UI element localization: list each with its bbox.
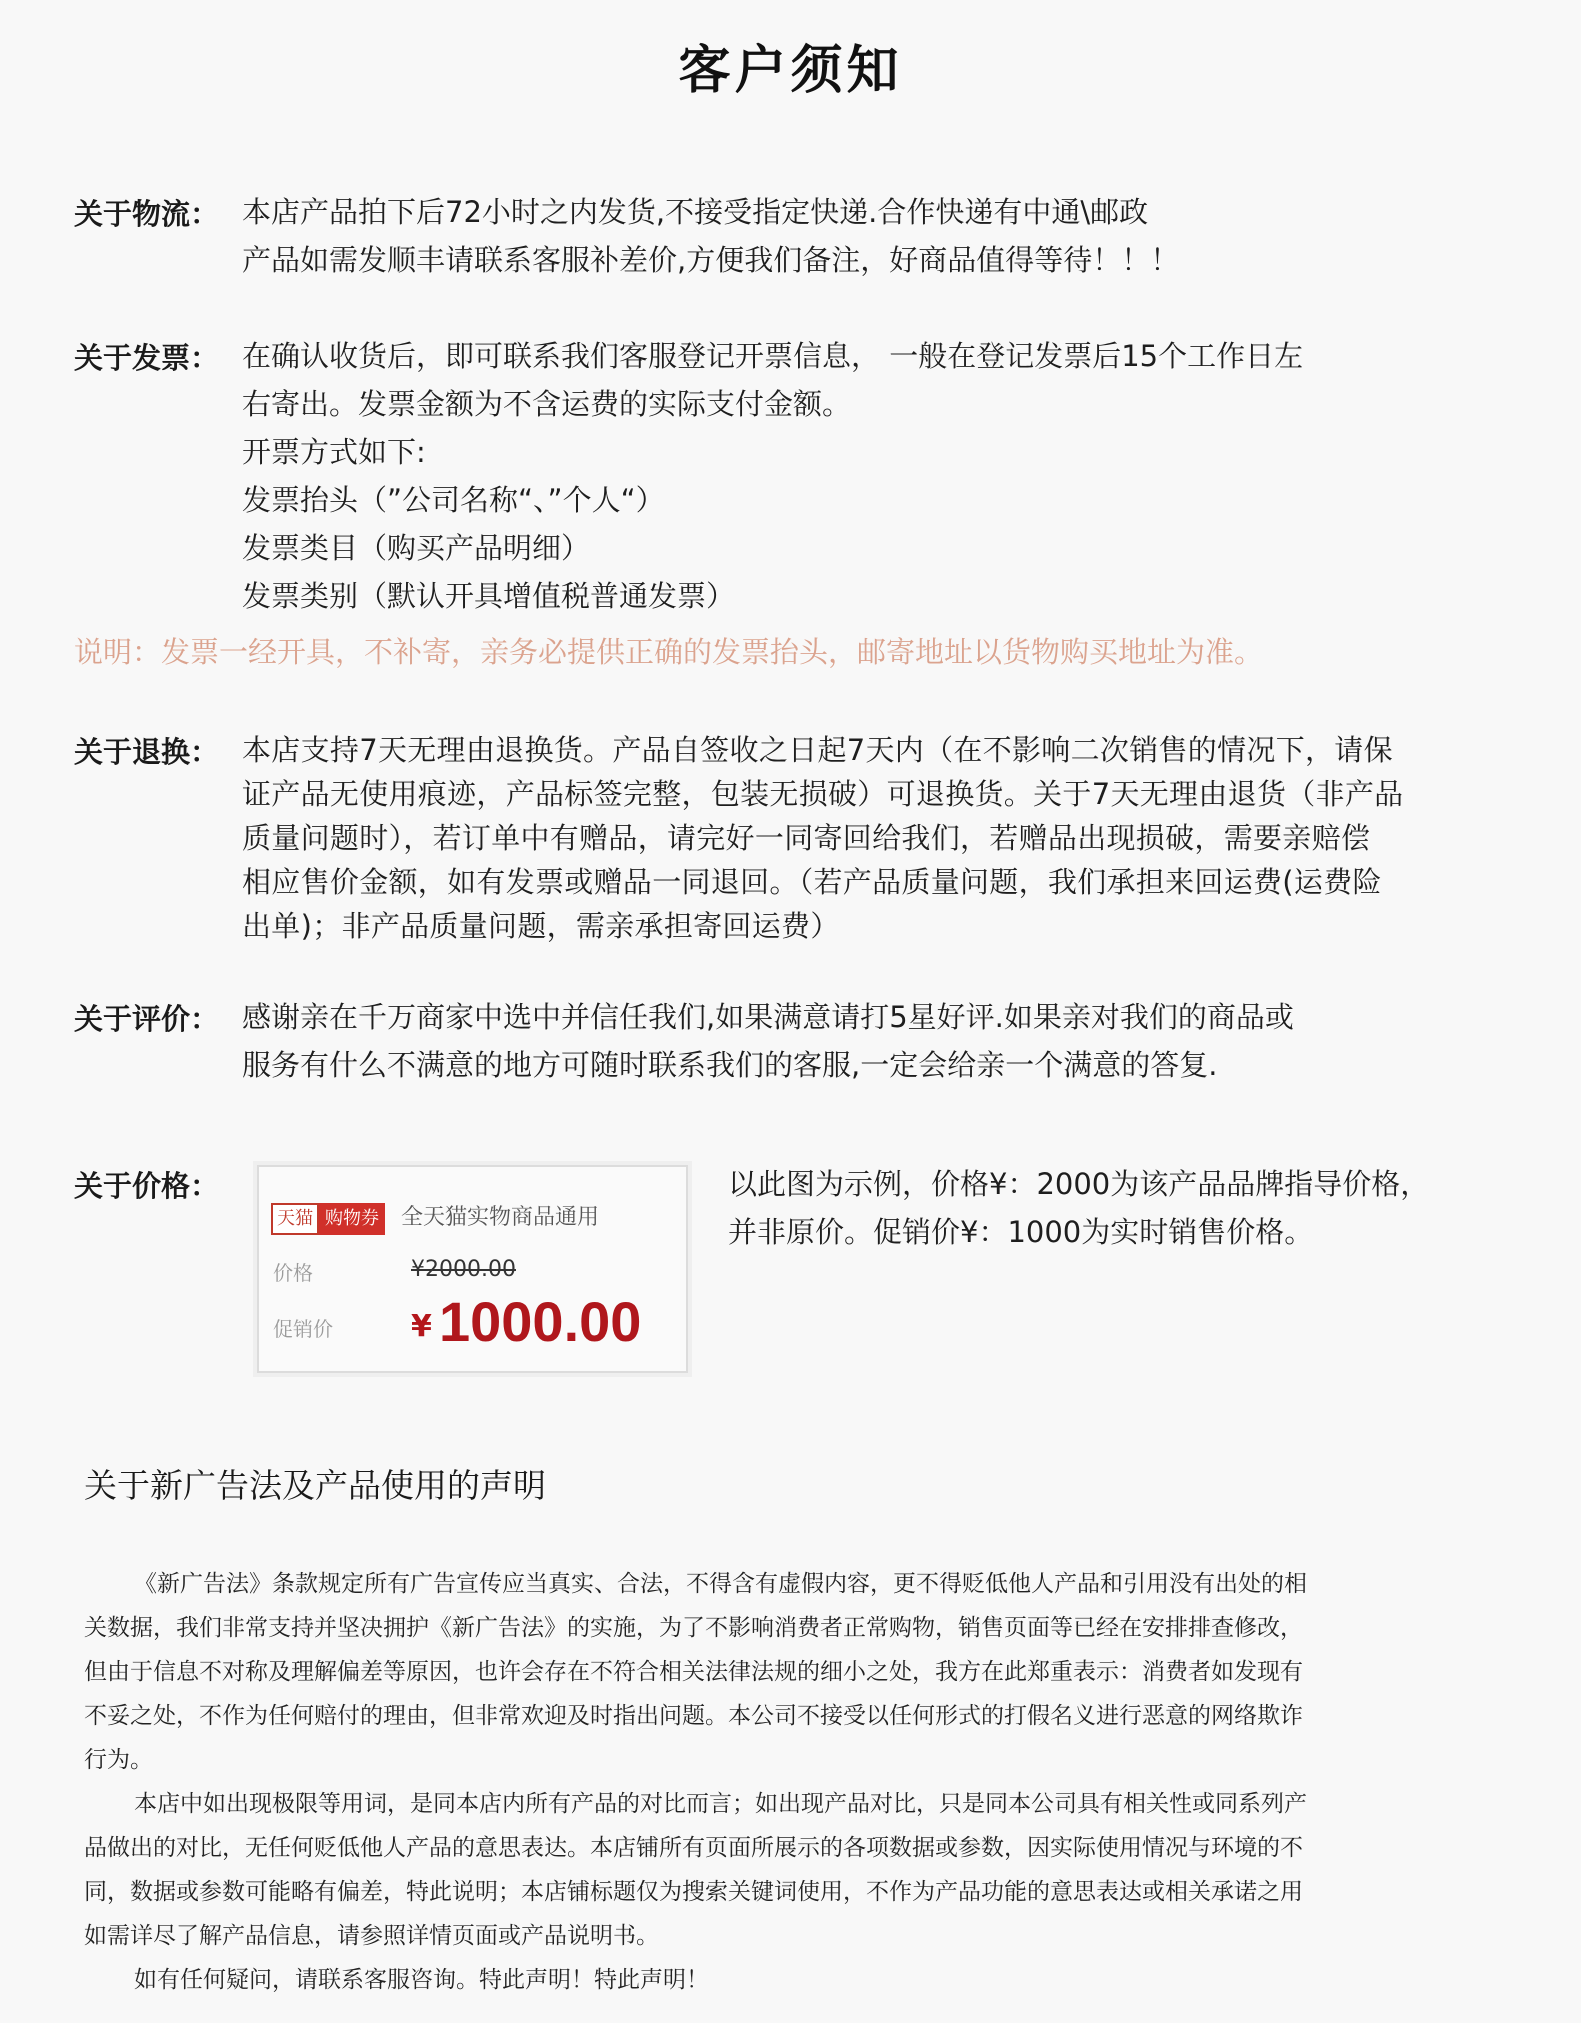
price-explanation [728, 1160, 1429, 1256]
section-label-returns: 关于退换： [74, 735, 220, 769]
text-line: 右寄出。发票金额为不含运费的实际支付金额。 [242, 387, 852, 421]
tmall-tag: 天猫 [271, 1203, 319, 1235]
section-label-invoice: 关于发票： [74, 341, 220, 375]
declaration-line: 不妥之处，不作为任何赔付的理由，但非常欢迎及时指出问题。本公司不接受以任何形式的打假名义进行恶意的网络欺诈 [84, 1703, 1303, 1729]
text-line: 感谢亲在千万商家中选中并信任我们,如果满意请打5星好评.如果亲对我们的商品或 [242, 1000, 1294, 1034]
text-line: 并非原价。促销价¥：1000为实时销售价格。 [728, 1215, 1314, 1249]
section-body-logistics [242, 188, 1581, 284]
declaration-body [84, 1562, 1504, 2002]
text-line: 相应售价金额，如有发票或赠品一同退回。（若产品质量问题，我们承担来回运费(运费险 [242, 865, 1382, 899]
text-line: 发票类别（默认开具增值税普通发票） [242, 579, 736, 613]
coupon-tag: 购物券 [319, 1203, 385, 1235]
text-line: 出单)；非产品质量问题，需亲承担寄回运费） [242, 909, 840, 943]
section-label-price: 关于价格： [74, 1169, 220, 1203]
text-line: 证产品无使用痕迹，产品标签完整，包装无损破）可退换货。关于7天无理由退货（非产品 [242, 777, 1404, 811]
declaration-line: 关数据，我们非常支持并坚决拥护《新广告法》的实施，为了不影响消费者正常购物，销售页面等已经在安排排查修改， [84, 1615, 1303, 1641]
declaration-line: 如有任何疑问，请联系客服咨询。特此声明！特此声明！ [134, 1967, 709, 1993]
text-line: 本店产品拍下后72小时之内发货,不接受指定快递.合作快递有中通\邮政 [242, 195, 1149, 229]
declaration-line: 同，数据或参数可能略有偏差，特此说明；本店铺标题仅为搜索关键词使用，不作为产品功能的意思表达或相关承诺之用 [84, 1879, 1303, 1905]
declaration-line: 但由于信息不对称及理解偏差等原因，也许会存在不符合相关法律法规的细小之处，我方在此郑重表示：消费者如发现有 [84, 1659, 1303, 1685]
declaration-title: 关于新广告法及产品使用的声明 [84, 1466, 546, 1505]
text-line: 开票方式如下: [242, 435, 426, 469]
promo-label: 促销价 [273, 1317, 333, 1341]
section-body-invoice [242, 332, 1581, 620]
price-example-card [257, 1165, 688, 1373]
text-line: 产品如需发顺丰请联系客服补差价,方便我们备注，好商品值得等待！！！ [242, 243, 1180, 277]
declaration-line: 行为。 [84, 1747, 153, 1773]
invoice-note: 说明：发票一经开具，不补寄，亲务必提供正确的发票抬头，邮寄地址以货物购买地址为准。 [74, 635, 1264, 669]
price-tags [271, 1203, 385, 1233]
text-line: 本店支持7天无理由退换货。产品自签收之日起7天内（在不影响二次销售的情况下，请保 [242, 733, 1393, 767]
text-line: 以此图为示例，价格¥：2000为该产品品牌指导价格， [728, 1167, 1430, 1201]
promo-price: 1000.00 [439, 1290, 642, 1353]
page-title: 客户须知 [678, 41, 903, 101]
section-label-logistics: 关于物流： [74, 197, 220, 231]
coupon-description: 全天猫实物商品通用 [401, 1205, 600, 1230]
original-price: ¥2000.00 [411, 1257, 516, 1282]
section-body-review [242, 993, 1581, 1089]
promo-currency: ¥ [411, 1309, 432, 1344]
declaration-line: 如需详尽了解产品信息，请参照详情页面或产品说明书。 [84, 1923, 659, 1949]
declaration-line: 本店中如出现极限等用词，是同本店内所有产品的对比而言；如出现产品对比，只是同本公司具有相关性或同系列产 [134, 1791, 1307, 1817]
declaration-line: 《新广告法》条款规定所有广告宣传应当真实、合法，不得含有虚假内容，更不得贬低他人产品和引用没有出处的相 [134, 1571, 1307, 1597]
text-line: 发票类目（购买产品明细） [242, 531, 591, 565]
text-line: 在确认收货后，即可联系我们客服登记开票信息， 一般在登记发票后15个工作日左 [242, 339, 1304, 373]
price-label: 价格 [273, 1261, 313, 1285]
text-line: 发票抬头（”公司名称“、”个人“） [242, 483, 665, 517]
section-body-returns [242, 728, 1581, 948]
declaration-line: 品做出的对比，无任何贬低他人产品的意思表达。本店铺所有页面所展示的各项数据或参数，因实际使用情况与环境的不 [84, 1835, 1303, 1861]
text-line: 质量问题时），若订单中有赠品，请完好一同寄回给我们，若赠品出现损破，需要亲赔偿 [242, 821, 1371, 855]
text-line: 服务有什么不满意的地方可随时联系我们的客服,一定会给亲一个满意的答复. [242, 1048, 1218, 1082]
section-label-review: 关于评价： [74, 1002, 220, 1036]
